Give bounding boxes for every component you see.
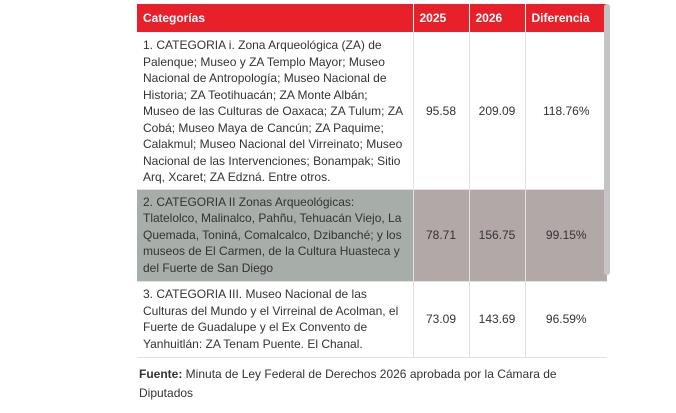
value-2025-cell: 73.09: [413, 282, 469, 358]
header-2025: 2025: [413, 4, 469, 32]
data-table-container: [137, 4, 607, 358]
difference-cell: 118.76%: [525, 32, 607, 189]
value-2026-cell: 209.09: [469, 32, 525, 189]
category-cell: 3. CATEGORIA III. Museo Nacional de las Culturas del Mundo y el Virreinal de Acolman, el Fuerte de Guadalupe y el Ex Convento de Yanhuitlán: ZA Tenam Puente. El Chanal.: [137, 282, 413, 358]
table-row: [137, 32, 607, 189]
header-diferencia: Diferencia: [525, 4, 607, 32]
table-row-highlighted: [137, 189, 607, 282]
difference-cell: 96.59%: [525, 282, 607, 358]
source-note: [139, 365, 599, 403]
difference-cell: 99.15%: [525, 189, 607, 282]
category-cell: 1. CATEGORIA i. Zona Arqueológica (ZA) de Palenque; Museo y ZA Templo Mayor; Museo Nacional de Antropología; Museo Nacional de Historia; ZA Teotihuacán; ZA Monte Albán; Museo de las Culturas de Oaxaca; ZA Tulum; ZA Cobá; Museo Maya de Cancún; ZA Paquime; Calakmul; Museo Nacional del Virreinato; Museo Nacional de las Intervenciones; Bonampak; Sitio Arq, Xcaret; ZA Edzná. Entre otros.: [137, 32, 413, 189]
table-row: [137, 282, 607, 358]
header-categorias: Categorías: [137, 4, 413, 32]
value-2025-cell: 78.71: [413, 189, 469, 282]
source-text: Minuta de Ley Federal de Derechos 2026 aprobada por la Cámara de Diputados: [139, 367, 557, 400]
value-2025-cell: 95.58: [413, 32, 469, 189]
category-cell: 2. CATEGORIA II Zonas Arqueológicas: Tlatelolco, Malinalco, Pahñu, Tehuacán Viejo, La Quemada, Toniná, Comalcalco, Dzibanché; y los museos de El Carmen, de la Cultura Huasteca y del Fuerte de San Diego: [137, 189, 413, 282]
source-label: Fuente:: [139, 367, 183, 381]
value-2026-cell: 143.69: [469, 282, 525, 358]
header-2026: 2026: [469, 4, 525, 32]
categories-table: [137, 4, 607, 358]
vertical-scrollbar[interactable]: [604, 4, 610, 275]
table-header-row: [137, 4, 607, 32]
value-2026-cell: 156.75: [469, 189, 525, 282]
